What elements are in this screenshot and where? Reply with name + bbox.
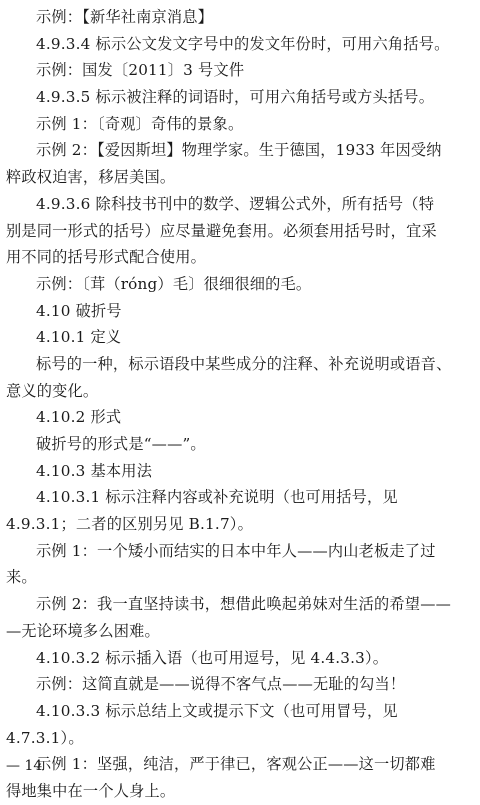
text-line: 示例：〔茸（róng）毛〕很细很细的毛。 — [36, 274, 312, 293]
text-line: 粹政权迫害，移居美国。 — [6, 168, 176, 187]
text-line: 标号的一种，标示语段中某些成分的注释、补充说明或语音、 — [36, 354, 452, 373]
text-line: 别是同一形式的括号）应尽量避免套用。必须套用括号时，宜采 — [6, 221, 437, 240]
text-line: 来。 — [6, 568, 37, 587]
text-line: 4.9.3.1；二者的区别另见 B.1.7）。 — [6, 515, 253, 534]
text-line: 示例 1：〔奇观〕奇伟的景象。 — [36, 114, 244, 133]
text-line: 4.10.3.3 标示总结上文或提示下文（也可用冒号，见 — [36, 701, 398, 720]
text-line: 4.10.3 基本用法 — [36, 461, 153, 480]
text-line: 4.10.1 定义 — [36, 328, 122, 347]
text-line: 4.10.3.1 标示注释内容或补充说明（也可用括号，见 — [36, 488, 398, 507]
document-body — [6, 4, 470, 805]
text-line: 示例 1：一个矮小而结实的日本中年人——内山老板走了过 — [36, 541, 436, 560]
text-line: 4.10.3.2 标示插入语（也可用逗号，见 4.4.3.3）。 — [36, 648, 389, 667]
text-line: 示例 1：坚强，纯洁，严于律已，客观公正——这一切都难 — [36, 755, 436, 774]
text-line: 破折号的形式是“——”。 — [36, 435, 206, 453]
text-line: 4.9.3.5 标示被注释的词语时，可用六角括号或方头括号。 — [36, 88, 435, 107]
text-line: 示例 2：我一直坚持读书，想借此唤起弟妹对生活的希望—— — [36, 595, 451, 614]
text-line: 示例：国发〔2011〕3 号文件 — [36, 61, 245, 80]
text-line: 4.7.3.1）。 — [6, 728, 84, 747]
text-line: 4.9.3.6 除科技书刊中的数学、逻辑公式外，所有括号（特 — [36, 194, 435, 213]
text-line: 意义的变化。 — [6, 381, 99, 400]
text-line: 用不同的括号形式配合使用。 — [6, 248, 207, 267]
text-line: 4.10 破折号 — [36, 301, 122, 320]
text-line: 示例 2：【爱因斯坦】物理学家。生于德国，1933 年因受纳 — [36, 141, 442, 160]
text-line: 得地集中在一个人身上。 — [6, 781, 176, 800]
text-line: —无论环境多么困难。 — [6, 621, 160, 640]
text-line: 4.9.3.4 标示公文发文字号中的发文年份时，可用六角括号。 — [36, 34, 450, 53]
text-line: 示例：【新华社南京消息】 — [36, 8, 214, 26]
text-line: 4.10.2 形式 — [36, 408, 122, 427]
text-line: 示例：这简直就是——说得不客气点——无耻的勾当！ — [36, 675, 406, 694]
page-number: — 14 — [6, 758, 43, 774]
